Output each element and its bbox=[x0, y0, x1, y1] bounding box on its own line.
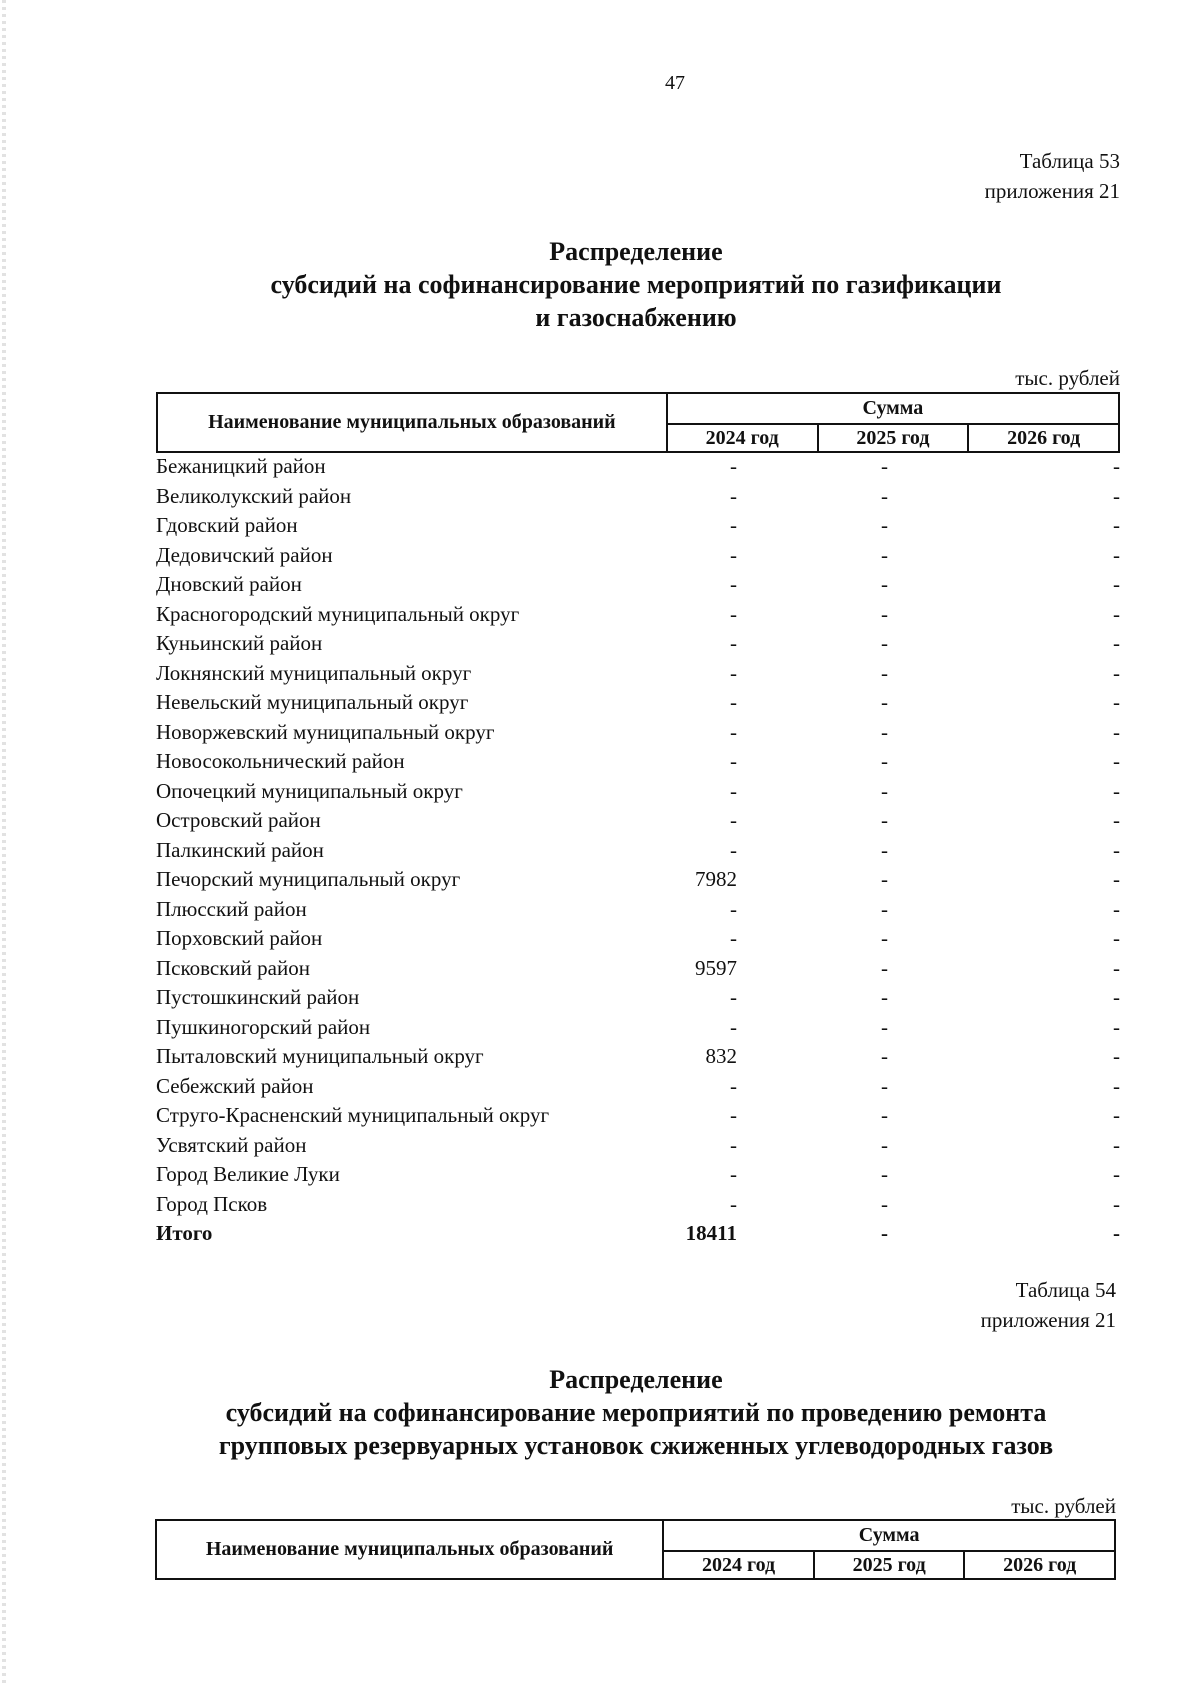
row-name: Локнянский муниципальный округ bbox=[156, 660, 472, 685]
value-2025: - bbox=[881, 1073, 888, 1098]
page-number: 47 bbox=[665, 72, 685, 94]
value-2025: - bbox=[881, 955, 888, 980]
value-2024: - bbox=[730, 985, 737, 1009]
value-2026: - bbox=[1113, 749, 1120, 773]
table53-year-2026-header: 2026 год bbox=[968, 424, 1119, 452]
table-row bbox=[156, 806, 1120, 836]
value-2025: - bbox=[881, 1132, 888, 1157]
table-row bbox=[156, 541, 1120, 571]
value-2025: - bbox=[881, 1014, 888, 1039]
value-2024: 9597 bbox=[695, 955, 737, 980]
table54-title-line1: Распределение bbox=[549, 1365, 723, 1394]
value-2026: - bbox=[1113, 1044, 1120, 1068]
row-name: Дедовичский район bbox=[156, 542, 333, 567]
value-2025: - bbox=[881, 454, 888, 478]
table53-title-line2: субсидий на софинансирование мероприятий по газификации bbox=[270, 270, 1002, 299]
row-name: Итого bbox=[156, 1221, 213, 1245]
row-name: Город Псков bbox=[156, 1191, 268, 1216]
value-2025: - bbox=[881, 1103, 888, 1127]
value-2024: - bbox=[730, 631, 737, 655]
value-2024: - bbox=[730, 1014, 737, 1039]
row-name: Новосокольнический район bbox=[156, 749, 405, 773]
value-2026: - bbox=[1113, 542, 1120, 567]
value-2025: - bbox=[881, 572, 888, 596]
value-2024: 832 bbox=[705, 1044, 737, 1068]
table53-reference bbox=[985, 146, 1120, 206]
row-name: Бежаницкий район bbox=[156, 454, 326, 478]
value-2025: - bbox=[881, 926, 888, 950]
value-2025: - bbox=[881, 1044, 888, 1068]
value-2025: - bbox=[881, 719, 888, 744]
value-2026: - bbox=[1113, 808, 1120, 832]
table-row bbox=[156, 1131, 1120, 1161]
value-2024: - bbox=[730, 1132, 737, 1157]
value-2026: - bbox=[1113, 1162, 1120, 1186]
table-row bbox=[156, 924, 1120, 954]
row-name: Пыталовский муниципальный округ bbox=[156, 1044, 484, 1068]
value-2024: - bbox=[730, 513, 737, 537]
table54-year-2026-header: 2026 год bbox=[964, 1551, 1115, 1579]
row-name: Плюсский район bbox=[156, 896, 307, 921]
value-2025: - bbox=[881, 601, 888, 626]
table53-name-column-header: Наименование муниципальных образований bbox=[157, 393, 667, 452]
table53-title bbox=[130, 235, 1142, 334]
value-2025: - bbox=[881, 483, 888, 508]
value-2026: - bbox=[1113, 778, 1120, 803]
value-2024: - bbox=[730, 1073, 737, 1098]
table54-year-2024-header: 2024 год bbox=[663, 1551, 814, 1579]
value-2024: - bbox=[730, 1191, 737, 1216]
value-2025: - bbox=[881, 837, 888, 862]
table54-ref-line1: Таблица 54 bbox=[1015, 1278, 1116, 1302]
value-2025: - bbox=[881, 808, 888, 832]
table53-unit: тыс. рублей bbox=[1015, 366, 1120, 390]
value-2024: 18411 bbox=[685, 1221, 737, 1245]
table54-unit: тыс. рублей bbox=[1011, 1494, 1116, 1518]
value-2025: - bbox=[881, 542, 888, 567]
row-name: Себежский район bbox=[156, 1073, 314, 1098]
value-2024: - bbox=[730, 454, 737, 478]
row-name: Красногородский муниципальный округ bbox=[156, 601, 520, 626]
row-name: Опочецкий муниципальный округ bbox=[156, 778, 463, 803]
table53-ref-line1: Таблица 53 bbox=[1019, 149, 1120, 173]
table53-ref-line2: приложения 21 bbox=[984, 179, 1120, 203]
value-2024: - bbox=[730, 808, 737, 832]
value-2026: - bbox=[1113, 837, 1120, 862]
row-name: Дновский район bbox=[156, 572, 302, 596]
value-2026: - bbox=[1113, 1191, 1120, 1216]
value-2026: - bbox=[1113, 1073, 1120, 1098]
value-2026: - bbox=[1113, 572, 1120, 596]
table-row bbox=[156, 1101, 1120, 1131]
row-name: Псковский район bbox=[156, 955, 310, 980]
table53-header bbox=[156, 392, 1120, 453]
value-2024: - bbox=[730, 837, 737, 862]
value-2024: - bbox=[730, 1103, 737, 1127]
table54-title-line2: субсидий на софинансирование мероприятий по проведению ремонта bbox=[225, 1398, 1047, 1427]
table-row bbox=[156, 452, 1120, 482]
table-row bbox=[156, 954, 1120, 984]
value-2024: - bbox=[730, 749, 737, 773]
value-2026: - bbox=[1113, 1014, 1120, 1039]
value-2026: - bbox=[1113, 631, 1120, 655]
table54-name-column-header: Наименование муниципальных образований bbox=[156, 1520, 663, 1579]
table53-title-line1: Распределение bbox=[549, 237, 723, 266]
row-name: Новоржевский муниципальный округ bbox=[156, 719, 495, 744]
value-2025: - bbox=[881, 778, 888, 803]
table-row bbox=[156, 1160, 1120, 1190]
row-name: Порховский район bbox=[156, 926, 323, 950]
value-2025: - bbox=[881, 1191, 888, 1216]
table-row bbox=[156, 688, 1120, 718]
value-2024: - bbox=[730, 483, 737, 508]
table-row bbox=[156, 659, 1120, 689]
value-2025: - bbox=[881, 631, 888, 655]
row-name: Струго-Красненский муниципальный округ bbox=[156, 1103, 550, 1127]
table-row bbox=[156, 570, 1120, 600]
value-2026: - bbox=[1113, 454, 1120, 478]
table54-reference bbox=[981, 1275, 1116, 1335]
table-row bbox=[156, 629, 1120, 659]
value-2024: - bbox=[730, 660, 737, 685]
value-2024: - bbox=[730, 601, 737, 626]
table-row bbox=[156, 836, 1120, 866]
value-2026: - bbox=[1113, 690, 1120, 714]
value-2026: - bbox=[1113, 867, 1120, 891]
table-row bbox=[156, 895, 1120, 925]
table54-year-2025-header: 2025 год bbox=[814, 1551, 965, 1579]
table-row bbox=[156, 1072, 1120, 1102]
table53-year-2025-header: 2025 год bbox=[818, 424, 969, 452]
value-2025: - bbox=[881, 896, 888, 921]
value-2024: - bbox=[730, 542, 737, 567]
table54-header bbox=[155, 1519, 1116, 1580]
value-2024: - bbox=[730, 719, 737, 744]
value-2024: - bbox=[730, 896, 737, 921]
table-row bbox=[156, 1042, 1120, 1072]
table-row bbox=[156, 747, 1120, 777]
table-row bbox=[156, 777, 1120, 807]
value-2026: - bbox=[1113, 985, 1120, 1009]
table54-title-line3: групповых резервуарных установок сжиженных углеводородных газов bbox=[218, 1431, 1054, 1460]
value-2026: - bbox=[1113, 1221, 1120, 1245]
row-name: Город Великие Луки bbox=[156, 1162, 340, 1186]
row-name: Пушкиногорский район bbox=[156, 1014, 371, 1039]
value-2025: - bbox=[881, 660, 888, 685]
value-2024: - bbox=[730, 926, 737, 950]
row-name: Островский район bbox=[156, 808, 321, 832]
value-2026: - bbox=[1113, 601, 1120, 626]
row-name: Куньинский район bbox=[156, 631, 323, 655]
value-2025: - bbox=[881, 690, 888, 714]
value-2024: 7982 bbox=[695, 867, 737, 891]
table-row bbox=[156, 718, 1120, 748]
table54-title bbox=[130, 1363, 1142, 1462]
value-2025: - bbox=[881, 513, 888, 537]
table54-sum-header: Сумма bbox=[663, 1520, 1115, 1551]
row-name: Пустошкинский район bbox=[156, 985, 360, 1009]
table53-year-2024-header: 2024 год bbox=[667, 424, 818, 452]
row-name: Гдовский район bbox=[156, 513, 298, 537]
table54-ref-line2: приложения 21 bbox=[980, 1308, 1116, 1332]
value-2026: - bbox=[1113, 719, 1120, 744]
row-name: Усвятский район bbox=[156, 1132, 307, 1157]
table-row bbox=[156, 865, 1120, 895]
table-row bbox=[156, 1013, 1120, 1043]
value-2024: - bbox=[730, 572, 737, 596]
table-row bbox=[156, 600, 1120, 630]
table53-total-row bbox=[156, 1219, 1120, 1249]
table53-body bbox=[156, 452, 1120, 1249]
value-2026: - bbox=[1113, 955, 1120, 980]
value-2026: - bbox=[1113, 896, 1120, 921]
value-2026: - bbox=[1113, 1132, 1120, 1157]
value-2024: - bbox=[730, 778, 737, 803]
table-row bbox=[156, 983, 1120, 1013]
value-2025: - bbox=[881, 867, 888, 891]
table53-sum-header: Сумма bbox=[667, 393, 1119, 424]
table-row bbox=[156, 511, 1120, 541]
row-name: Невельский муниципальный округ bbox=[156, 690, 469, 714]
row-name: Палкинский район bbox=[156, 837, 324, 862]
row-name: Великолукский район bbox=[156, 483, 352, 508]
value-2025: - bbox=[881, 749, 888, 773]
value-2025: - bbox=[881, 1162, 888, 1186]
value-2026: - bbox=[1113, 1103, 1120, 1127]
value-2026: - bbox=[1113, 483, 1120, 508]
value-2024: - bbox=[730, 1162, 737, 1186]
table-row bbox=[156, 1190, 1120, 1220]
value-2025: - bbox=[881, 1221, 888, 1245]
value-2024: - bbox=[730, 690, 737, 714]
table-row bbox=[156, 482, 1120, 512]
value-2025: - bbox=[881, 985, 888, 1009]
value-2026: - bbox=[1113, 513, 1120, 537]
row-name: Печорский муниципальный округ bbox=[156, 867, 461, 891]
scan-edge bbox=[2, 0, 6, 1686]
value-2026: - bbox=[1113, 926, 1120, 950]
table53-title-line3: и газоснабжению bbox=[535, 303, 737, 332]
value-2026: - bbox=[1113, 660, 1120, 685]
